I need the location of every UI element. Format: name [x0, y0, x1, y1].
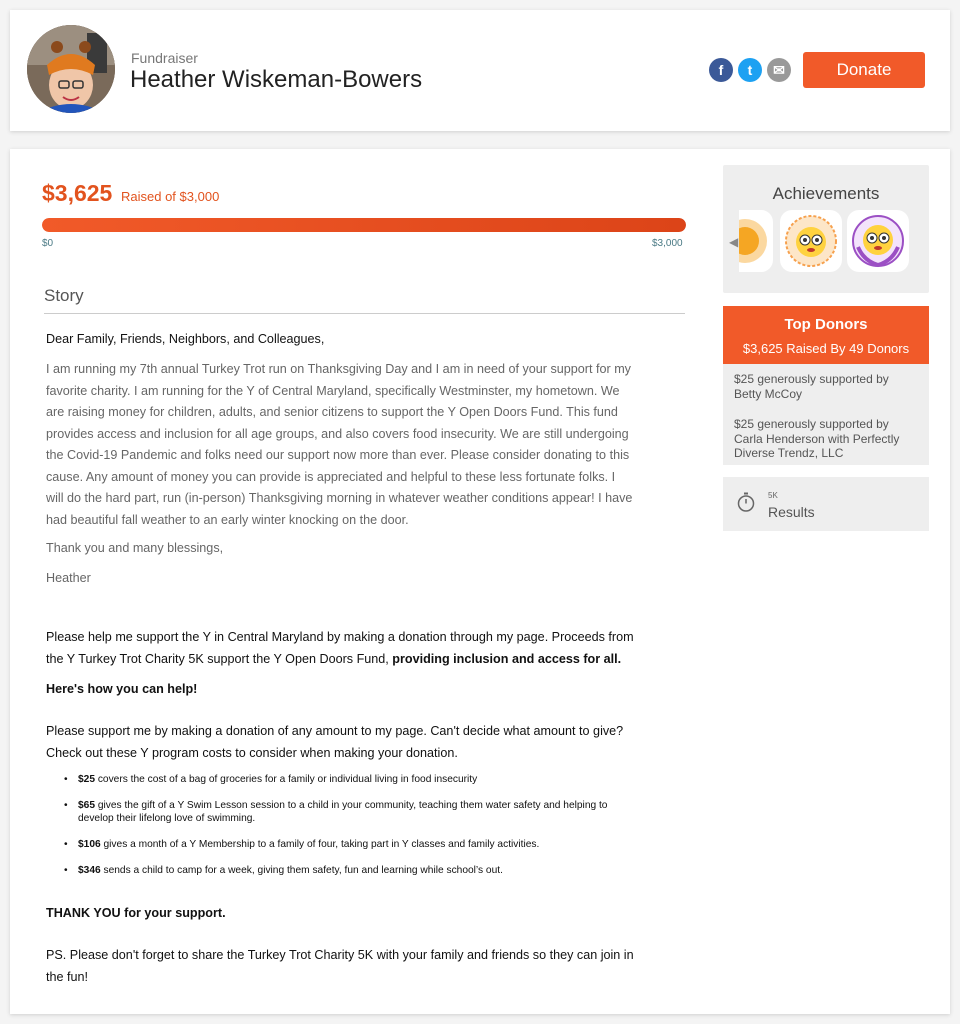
bullet-amount: $106	[78, 839, 101, 850]
story-line: the Covid-19 Pandemic and folks need our support now more than ever. Please consider donating to this	[46, 448, 630, 462]
bullet-text: covers the cost of a bag of groceries for a family or individual living in food insecurity	[95, 774, 478, 785]
donor-entry	[734, 417, 924, 461]
twitter-share-button[interactable]	[738, 58, 762, 82]
top-donors-list	[723, 364, 929, 465]
results-category: 5K	[768, 491, 778, 500]
raised-amount: $3,625	[42, 180, 113, 206]
list-item	[62, 865, 682, 878]
bullet-text: gives a month of a Y Membership to a family of four, taking part in Y classes and family activities.	[100, 839, 540, 850]
raised-goal: Raised of $3,000	[121, 189, 220, 204]
story-line: favorite charity. I am running for the Y of Central Maryland, specifically Westminster, my hometown. We	[46, 383, 620, 398]
achievement-badge[interactable]	[739, 210, 773, 272]
bullet-text-continued: develop their lifelong love of swimming.	[78, 812, 256, 824]
achievement-badge[interactable]	[847, 210, 909, 272]
list-item	[62, 774, 682, 787]
list-item	[62, 800, 682, 825]
story-greeting: Dear Family, Friends, Neighbors, and Colleagues,	[46, 332, 325, 346]
achievements-panel	[723, 165, 929, 293]
help-text: the Y Turkey Trot Charity 5K support the Y Open Doors Fund,	[46, 651, 393, 666]
bullet-text: gives the gift of a Y Swim Lesson session to a child in your community, teaching them water safety and helping to	[95, 800, 608, 811]
list-item	[62, 839, 682, 852]
story-line: will do the hard part, run (in-person) Thanksgiving morning in whatever weather conditions appear! I have	[46, 491, 633, 505]
donor-name-continued: Diverse Trendz, LLC	[734, 446, 844, 460]
story-divider	[44, 313, 685, 314]
header-subtitle: Fundraiser	[131, 50, 198, 66]
stopwatch-icon	[737, 492, 755, 512]
thank-you-text: THANK YOU for your support.	[46, 906, 226, 920]
fundraiser-name: Heather Wiskeman-Bowers	[130, 66, 423, 93]
email-icon: ✉	[773, 61, 785, 78]
support-paragraph-line: Check out these Y program costs to consider when making your donation.	[46, 745, 458, 760]
achievement-badge[interactable]	[780, 210, 842, 272]
donor-name: Betty McCoy	[734, 386, 803, 401]
avatar	[27, 25, 115, 113]
help-text-bold: providing inclusion and access for all.	[392, 651, 622, 666]
story-signature: Heather	[46, 571, 91, 585]
top-donors-title: Top Donors	[784, 316, 868, 333]
bullet-text: sends a child to camp for a week, giving them safety, fun and learning while school’s out.	[100, 865, 503, 876]
donor-entry	[734, 372, 924, 401]
achievements-title: Achievements	[772, 184, 880, 203]
help-paragraph-line	[46, 649, 686, 671]
story-line: had beautiful fall weather to an early winter knocking on the door.	[46, 512, 409, 527]
progress-min-label: $0	[42, 238, 54, 249]
story-line: cause. Any amount of money you can provide is appreciated and helpful to these less fortunate folks. I	[46, 469, 616, 484]
progress-max-label: $3,000	[652, 238, 683, 249]
progress-bar-fill	[42, 218, 686, 232]
bullet-amount: $346	[78, 865, 101, 876]
fundraiser-header	[10, 10, 950, 131]
support-paragraph-line: Please support me by making a donation of any amount to my page. Can't decide what amount to give?	[46, 724, 624, 738]
story-line: provides access and inclusion for all age groups, and also covers food insecurity. We are still undergoing	[46, 426, 629, 441]
main-content	[10, 149, 950, 1014]
help-paragraph-line: Please help me support the Y in Central Maryland by making a donation through my page. Proceeds from	[46, 630, 634, 644]
results-label: Results	[768, 504, 815, 520]
facebook-icon: f	[718, 62, 724, 78]
top-donors-header	[723, 306, 929, 364]
top-donors-summary: $3,625 Raised By 49 Donors	[742, 341, 910, 356]
how-to-help-heading: Here's how you can help!	[46, 682, 198, 696]
story-line: are raising money for children, adults, and senior citizens to support the Y Open Doors Fund. This fund	[46, 405, 618, 419]
facebook-share-button[interactable]	[709, 58, 733, 82]
email-share-button[interactable]	[767, 58, 791, 82]
results-link[interactable]	[723, 477, 929, 531]
bullet-amount: $65	[78, 800, 95, 811]
progress-bar	[42, 218, 686, 232]
donate-button[interactable]: Donate	[803, 52, 925, 88]
story-line: I am running my 7th annual Turkey Trot run on Thanksgiving Day and I am in need of your support for my	[46, 362, 631, 376]
carousel-prev-icon[interactable]: ◀	[729, 235, 739, 249]
story-heading: Story	[44, 286, 84, 305]
bullet-amount: $25	[78, 774, 95, 785]
story-closing: Thank you and many blessings,	[46, 541, 224, 555]
ps-line: PS. Please don't forget to share the Turkey Trot Charity 5K with your family and friends so they can join in	[46, 948, 634, 962]
twitter-icon: t	[747, 62, 753, 78]
donor-amount-text: $25 generously supported by	[734, 417, 889, 431]
donor-amount-text: $25 generously supported by	[734, 372, 889, 386]
donor-name: Carla Henderson with Perfectly	[734, 431, 900, 446]
ps-line: the fun!	[46, 969, 89, 984]
